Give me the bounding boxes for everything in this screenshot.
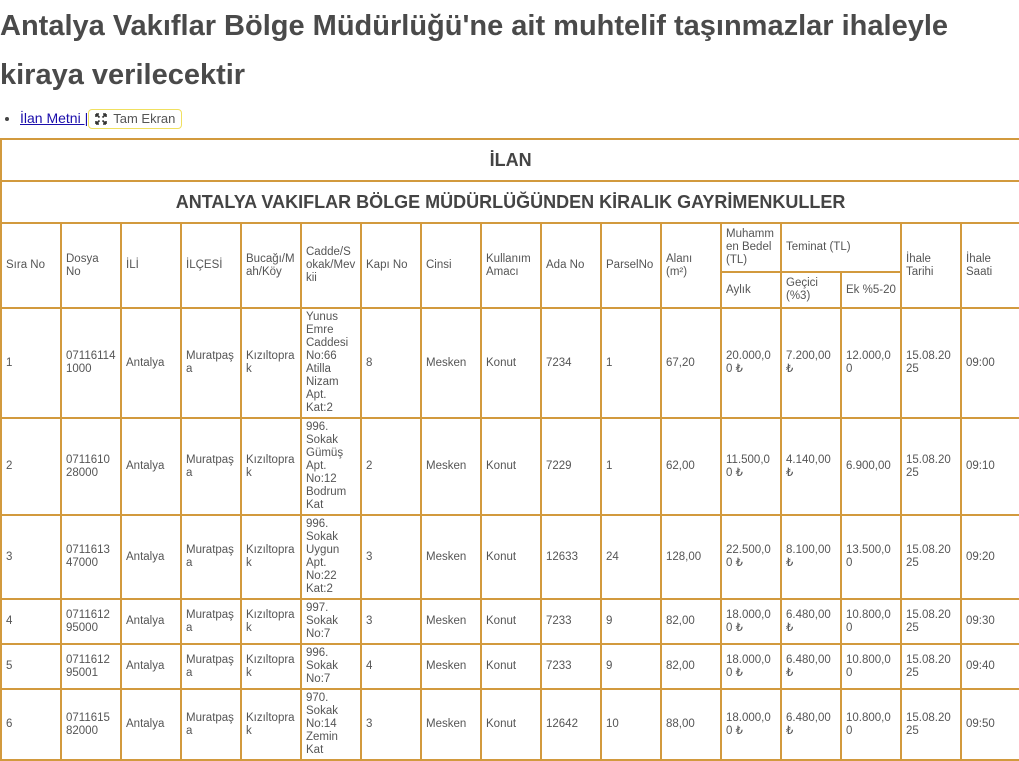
cell-kapi: 3 (361, 515, 421, 599)
ilan-metni-link[interactable]: İlan Metni | (20, 110, 89, 126)
cell-sira: 5 (1, 644, 61, 689)
cell-il: Antalya (121, 308, 181, 418)
cell-aylik: 18.000,00 ₺ (721, 689, 781, 760)
header-cinsi: Cinsi (421, 223, 481, 308)
cell-cinsi: Mesken (421, 599, 481, 644)
header-kullanim: Kullanım Amacı (481, 223, 541, 308)
cell-dosya: 071161582000 (61, 689, 121, 760)
cell-saat: 09:40 (961, 644, 1019, 689)
cell-ek: 10.800,00 (841, 599, 901, 644)
cell-parsel: 24 (601, 515, 661, 599)
cell-ilce: Muratpaşa (181, 644, 241, 689)
cell-ek: 10.800,00 (841, 644, 901, 689)
cell-tarih: 15.08.2025 (901, 308, 961, 418)
fullscreen-button[interactable] (88, 109, 182, 129)
cell-sira: 6 (1, 689, 61, 760)
header-cadde: Cadde/Sokak/Mevkii (301, 223, 361, 308)
expand-icon (95, 113, 107, 125)
cell-saat: 09:10 (961, 418, 1019, 515)
cell-dosya: 071161295001 (61, 644, 121, 689)
cell-cadde: 996. Sokak Gümüş Apt. No:12 Bodrum Kat (301, 418, 361, 515)
header-ada-no: Ada No (541, 223, 601, 308)
cell-il: Antalya (121, 599, 181, 644)
cell-tarih: 15.08.2025 (901, 689, 961, 760)
cell-mah: Kızıltoprak (241, 515, 301, 599)
cell-cinsi: Mesken (421, 644, 481, 689)
cell-tarih: 15.08.2025 (901, 418, 961, 515)
table-row (1, 599, 1019, 644)
cell-kullanim: Konut (481, 308, 541, 418)
cell-kapi: 3 (361, 599, 421, 644)
cell-kullanim: Konut (481, 644, 541, 689)
cell-saat: 09:00 (961, 308, 1019, 418)
cell-cadde: 996. Sokak No:7 (301, 644, 361, 689)
cell-alan: 62,00 (661, 418, 721, 515)
header-aylik: Aylık (721, 272, 781, 308)
cell-gecici: 6.480,00 ₺ (781, 689, 841, 760)
cell-il: Antalya (121, 644, 181, 689)
cell-gecici: 7.200,00 ₺ (781, 308, 841, 418)
cell-ek: 6.900,00 (841, 418, 901, 515)
cell-ilce: Muratpaşa (181, 418, 241, 515)
header-bucagi: Bucağı/Mah/Köy (241, 223, 301, 308)
cell-saat: 09:30 (961, 599, 1019, 644)
cell-aylik: 11.500,00 ₺ (721, 418, 781, 515)
cell-kapi: 4 (361, 644, 421, 689)
cell-saat: 09:20 (961, 515, 1019, 599)
header-ilcesi: İLÇESİ (181, 223, 241, 308)
header-muhammen: Muhammen Bedel (TL) (721, 223, 781, 272)
fullscreen-button-label: Tam Ekran (113, 111, 176, 127)
table-row (1, 308, 1019, 418)
table-row (1, 418, 1019, 515)
cell-alan: 128,00 (661, 515, 721, 599)
header-ek: Ek %5-20 (841, 272, 901, 308)
table-row (1, 515, 1019, 599)
cell-cadde: 970. Sokak No:14 Zemin Kat (301, 689, 361, 760)
cell-ek: 10.800,00 (841, 689, 901, 760)
cell-cadde: Yunus Emre Caddesi No:66 Atilla Nizam Apt. Kat:2 (301, 308, 361, 418)
header-ihale-tarihi: İhale Tarihi (901, 223, 961, 308)
cell-alan: 67,20 (661, 308, 721, 418)
cell-cinsi: Mesken (421, 418, 481, 515)
cell-tarih: 15.08.2025 (901, 515, 961, 599)
cell-ilce: Muratpaşa (181, 689, 241, 760)
header-sira-no: Sıra No (1, 223, 61, 308)
cell-cinsi: Mesken (421, 515, 481, 599)
cell-alan: 82,00 (661, 644, 721, 689)
cell-parsel: 10 (601, 689, 661, 760)
cell-kullanim: Konut (481, 689, 541, 760)
cell-ek: 12.000,00 (841, 308, 901, 418)
header-row (1, 223, 1019, 272)
cell-mah: Kızıltoprak (241, 644, 301, 689)
link-list (0, 106, 1019, 130)
cell-kullanim: Konut (481, 515, 541, 599)
cell-kullanim: Konut (481, 599, 541, 644)
cell-gecici: 6.480,00 ₺ (781, 599, 841, 644)
header-teminat: Teminat (TL) (781, 223, 901, 272)
cell-sira: 4 (1, 599, 61, 644)
cell-kapi: 2 (361, 418, 421, 515)
cell-gecici: 4.140,00 ₺ (781, 418, 841, 515)
cell-kapi: 3 (361, 689, 421, 760)
cell-ada: 7229 (541, 418, 601, 515)
cell-ek: 13.500,00 (841, 515, 901, 599)
cell-il: Antalya (121, 418, 181, 515)
cell-gecici: 6.480,00 ₺ (781, 644, 841, 689)
cell-il: Antalya (121, 689, 181, 760)
header-ili: İLİ (121, 223, 181, 308)
cell-gecici: 8.100,00 ₺ (781, 515, 841, 599)
cell-alan: 82,00 (661, 599, 721, 644)
cell-ada: 7233 (541, 599, 601, 644)
cell-cadde: 996. Sokak Uygun Apt. No:22 Kat:2 (301, 515, 361, 599)
table-title: İLAN (1, 139, 1019, 181)
cell-dosya: 071161141000 (61, 308, 121, 418)
cell-aylik: 22.500,00 ₺ (721, 515, 781, 599)
cell-ilce: Muratpaşa (181, 308, 241, 418)
header-gecici: Geçici (%3) (781, 272, 841, 308)
cell-sira: 1 (1, 308, 61, 418)
cell-cinsi: Mesken (421, 689, 481, 760)
cell-dosya: 071161028000 (61, 418, 121, 515)
header-dosya-no: Dosya No (61, 223, 121, 308)
cell-cinsi: Mesken (421, 308, 481, 418)
cell-mah: Kızıltoprak (241, 308, 301, 418)
cell-parsel: 9 (601, 644, 661, 689)
cell-parsel: 9 (601, 599, 661, 644)
cell-aylik: 18.000,00 ₺ (721, 599, 781, 644)
cell-mah: Kızıltoprak (241, 599, 301, 644)
link-list-item (20, 106, 1019, 130)
ilan-table (0, 138, 1019, 761)
header-alani: Alanı (m²) (661, 223, 721, 308)
cell-parsel: 1 (601, 308, 661, 418)
cell-dosya: 071161347000 (61, 515, 121, 599)
page-title: Antalya Vakıflar Bölge Müdürlüğü'ne ait muhtelif taşınmazlar ihaleyle kiraya verilecektir (0, 10, 949, 91)
cell-tarih: 15.08.2025 (901, 599, 961, 644)
cell-mah: Kızıltoprak (241, 689, 301, 760)
cell-ilce: Muratpaşa (181, 515, 241, 599)
header-parsel-no: ParselNo (601, 223, 661, 308)
cell-alan: 88,00 (661, 689, 721, 760)
cell-ada: 7234 (541, 308, 601, 418)
cell-ada: 12633 (541, 515, 601, 599)
table-subtitle: ANTALYA VAKIFLAR BÖLGE MÜDÜRLÜĞÜNDEN KİRALIK GAYRİMENKULLER (1, 181, 1019, 223)
cell-ada: 12642 (541, 689, 601, 760)
cell-dosya: 071161295000 (61, 599, 121, 644)
cell-cadde: 997. Sokak No:7 (301, 599, 361, 644)
cell-il: Antalya (121, 515, 181, 599)
cell-aylik: 18.000,00 ₺ (721, 644, 781, 689)
cell-kapi: 8 (361, 308, 421, 418)
cell-ilce: Muratpaşa (181, 599, 241, 644)
cell-sira: 2 (1, 418, 61, 515)
cell-aylik: 20.000,00 ₺ (721, 308, 781, 418)
header-ihale-saati: İhale Saati (961, 223, 1019, 308)
table-row (1, 644, 1019, 689)
table-row (1, 689, 1019, 760)
cell-sira: 3 (1, 515, 61, 599)
cell-tarih: 15.08.2025 (901, 644, 961, 689)
cell-ada: 7233 (541, 644, 601, 689)
header-kapi-no: Kapı No (361, 223, 421, 308)
cell-kullanim: Konut (481, 418, 541, 515)
cell-mah: Kızıltoprak (241, 418, 301, 515)
cell-saat: 09:50 (961, 689, 1019, 760)
cell-parsel: 1 (601, 418, 661, 515)
